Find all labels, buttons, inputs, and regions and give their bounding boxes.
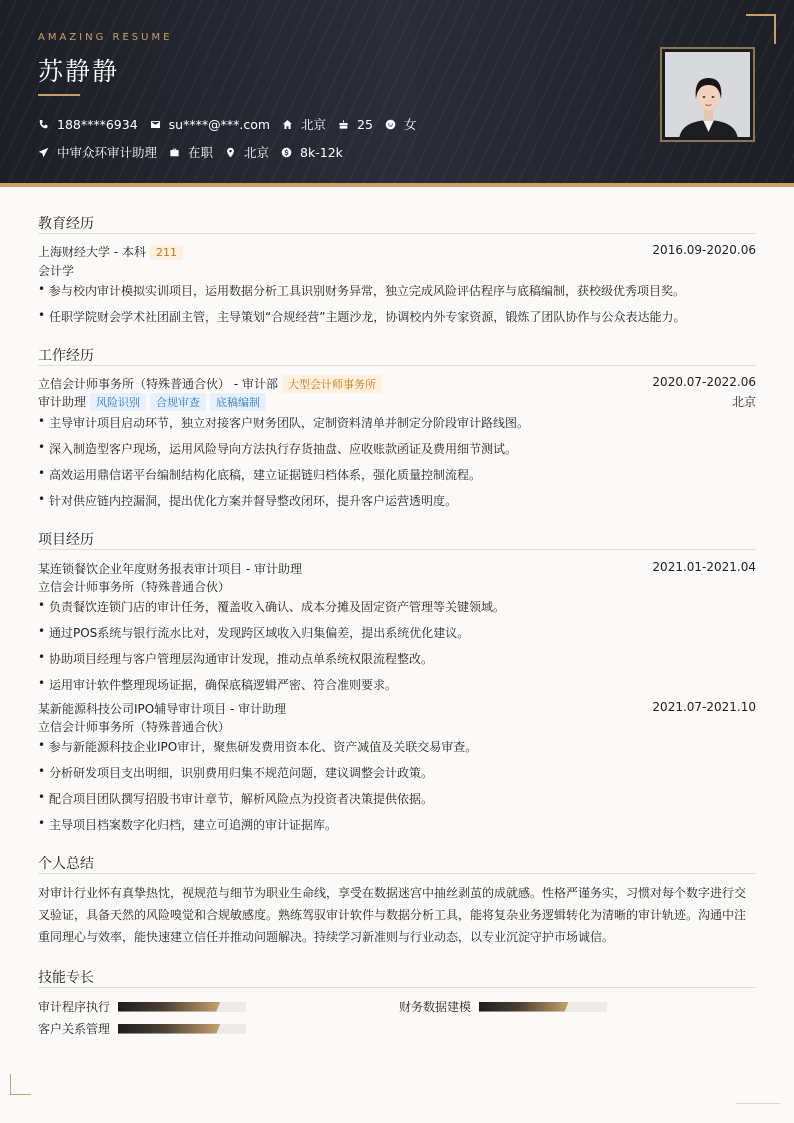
skill-bar <box>479 1002 607 1012</box>
skill-bar-fill <box>118 1024 220 1034</box>
school-tag: 211 <box>150 245 183 260</box>
phone-item <box>38 117 138 132</box>
skill-name: 审计程序执行 <box>38 1000 111 1014</box>
home-icon <box>282 119 293 130</box>
status-item <box>169 143 213 161</box>
resume-header <box>0 0 794 183</box>
target-city-item <box>225 143 269 161</box>
project-date: 2021.07-2021.10 <box>652 700 756 714</box>
education-entry-header <box>38 243 756 260</box>
corner-decoration <box>736 1103 780 1104</box>
location-value: 北京 <box>301 117 327 132</box>
section-title-education: 教育经历 <box>38 216 94 232</box>
name-underline <box>38 94 80 96</box>
skill-bar <box>118 1024 246 1034</box>
company-name: 立信会计师事务所（特殊普通合伙） - 审计部 <box>38 377 278 391</box>
list-item: • 深入制造型客户现场，运用风险导向方法执行存货抽盘、应收账款函证及费用细节测试。 <box>38 440 517 457</box>
section-divider <box>38 873 756 874</box>
project-entry-header <box>38 700 756 717</box>
email-item <box>150 117 270 132</box>
list-item: • 协助项目经理与客户管理层沟通审计发现，推动点单系统权限流程整改。 <box>38 650 433 667</box>
project-title: 某连锁餐饮企业年度财务报表审计项目 - 审计助理 <box>38 562 302 576</box>
list-item: • 任职学院财会学术社团副主管，主导策划“合规经营”主题沙龙，协调校内外专家资源，锻炼了团队协作与公众表达能力。 <box>38 308 685 325</box>
brand-label: AMAZING RESUME <box>38 32 173 43</box>
skill-item <box>38 998 246 1015</box>
skill-name: 财务数据建模 <box>399 1000 472 1014</box>
contact-row <box>38 115 428 133</box>
header-accent-line <box>0 183 794 187</box>
email-value: su****@***.com <box>168 116 271 132</box>
list-item: • 参与新能源科技企业IPO审计，聚焦研发费用资本化、资产减值及关联交易审查。 <box>38 738 477 755</box>
gender-icon <box>385 119 396 130</box>
position-name: 审计助理 <box>38 395 87 409</box>
list-item: • 参与校内审计模拟实训项目，运用数据分析工具识别财务异常，独立完成风险评估程序与底稿编制，获校级优秀项目奖。 <box>38 282 685 299</box>
project-org: 立信会计师事务所（特殊普通合伙） <box>38 720 231 734</box>
list-item: • 针对供应链内控漏洞，提出优化方案并督导整改闭环，提升客户运营透明度。 <box>38 492 457 509</box>
list-item: • 主导项目档案数字化归档，建立可追溯的审计证据库。 <box>38 816 337 833</box>
location-item <box>282 115 326 133</box>
section-title-skills: 技能专长 <box>38 970 94 986</box>
list-item: • 通过POS系统与银行流水比对，发现跨区域收入归集偏差，提出系统优化建议。 <box>38 624 469 641</box>
briefcase-icon <box>169 147 180 158</box>
summary-text: 对审计行业怀有真挚热忱，视规范与细节为职业生命线，享受在数据迷宫中抽丝剥茧的成就感。性格严谨务实，习惯对每个数字进行交叉验证，具备天然的风险嗅觉和合规敏感度。熟练驾驭审计软件与数据分析工具，能将复杂业务逻辑转化为清晰的审计轨迹。沟通中注重同理心与效率，能快速建立信任并推动问题解决。持续学习新准则与行业动态，以专业沉淀守护市场诚信。 <box>38 886 747 944</box>
company-tag: 大型会计师事务所 <box>282 375 382 393</box>
work-position-row <box>38 393 756 411</box>
skill-tag: 合规审查 <box>150 393 206 411</box>
project-title: 某新能源科技公司IPO辅导审计项目 - 审计助理 <box>38 702 287 716</box>
section-divider <box>38 365 756 366</box>
section-title-projects: 项目经历 <box>38 532 94 548</box>
age-item <box>338 117 373 132</box>
section-title-work: 工作经历 <box>38 348 94 364</box>
list-item: • 负责餐饮连锁门店的审计任务，覆盖收入确认、成本分摊及固定资产管理等关键领域。 <box>38 598 505 615</box>
project-entry-header <box>38 560 756 577</box>
send-icon <box>38 147 49 158</box>
work-city: 北京 <box>731 395 756 409</box>
work-date: 2020.07-2022.06 <box>652 375 756 389</box>
education-major: 会计学 <box>38 264 75 278</box>
money-icon <box>281 147 292 158</box>
phone-value: 188****6934 <box>57 116 138 132</box>
age-value: 25 <box>357 116 373 132</box>
gender-item <box>385 115 417 133</box>
corner-decoration <box>746 14 776 44</box>
section-divider <box>38 233 756 234</box>
section-divider <box>38 549 756 550</box>
salary-value: 8k-12k <box>300 144 343 160</box>
job-intent-row <box>38 143 355 161</box>
candidate-name: 苏静静 <box>38 57 120 86</box>
list-item: • 运用审计软件整理现场证据，确保底稿逻辑严密、符合准则要求。 <box>38 676 397 693</box>
mail-icon <box>150 119 161 130</box>
skill-item <box>399 998 607 1015</box>
project-date: 2021.01-2021.04 <box>652 560 756 574</box>
phone-icon <box>38 119 49 130</box>
salary-item <box>281 145 343 160</box>
avatar <box>665 52 750 137</box>
school-name: 上海财经大学 - 本科 <box>38 245 146 259</box>
target-job-item <box>38 143 157 161</box>
corner-decoration <box>10 1074 31 1095</box>
skill-bar-fill <box>479 1002 569 1012</box>
skill-name: 客户关系管理 <box>38 1022 111 1036</box>
skill-bar <box>118 1002 246 1012</box>
education-date: 2016.09-2020.06 <box>652 243 756 257</box>
skill-tag: 风险识别 <box>90 393 146 411</box>
gender-value: 女 <box>403 117 417 132</box>
profile-photo <box>660 47 755 142</box>
list-item: • 主导审计项目启动环节，独立对接客户财务团队，定制资料清单并制定分阶段审计路线图。 <box>38 414 529 431</box>
project-org: 立信会计师事务所（特殊普通合伙） <box>38 580 231 594</box>
section-title-summary: 个人总结 <box>38 856 94 872</box>
target-city-value: 北京 <box>244 145 270 160</box>
list-item: • 高效运用鼎信诺平台编制结构化底稿，建立证据链归档体系，强化质量控制流程。 <box>38 466 481 483</box>
skill-item <box>38 1020 246 1037</box>
target-job-value: 中审众环审计助理 <box>57 145 158 160</box>
list-item: • 配合项目团队撰写招股书审计章节，解析风险点为投资者决策提供依据。 <box>38 790 433 807</box>
skill-bar-fill <box>118 1002 220 1012</box>
list-item: • 分析研发项目支出明细，识别费用归集不规范问题，建议调整会计政策。 <box>38 764 433 781</box>
section-divider <box>38 987 756 988</box>
status-value: 在职 <box>188 145 214 160</box>
cake-icon <box>338 119 349 130</box>
work-entry-header <box>38 375 756 393</box>
skill-tag: 底稿编制 <box>210 393 266 411</box>
location-pin-icon <box>225 147 236 158</box>
